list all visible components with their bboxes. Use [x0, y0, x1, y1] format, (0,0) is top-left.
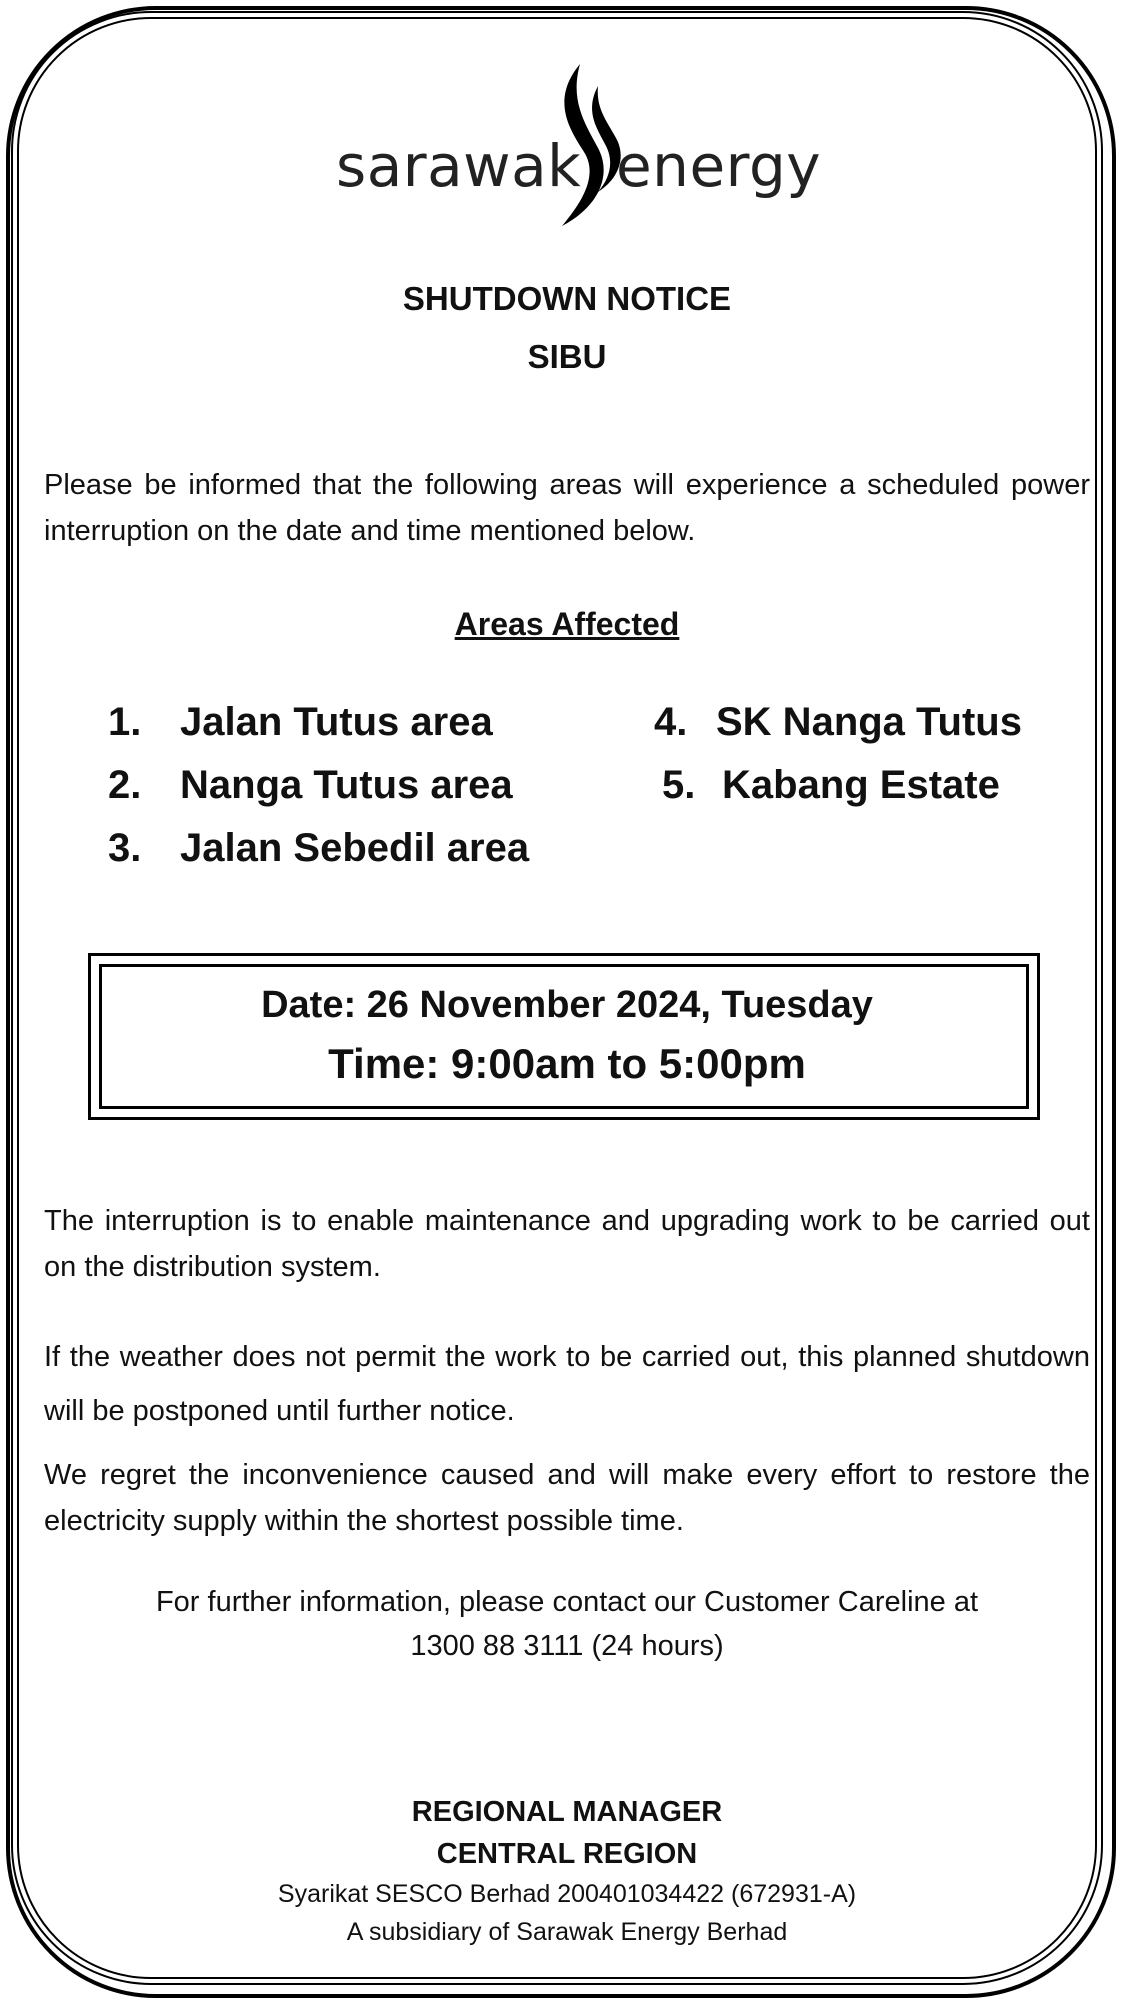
- contact-text: For further information, please contact our Customer Careline at: [155, 1586, 979, 1618]
- area-name: Jalan Tutus area: [180, 700, 493, 744]
- reason-paragraph: The interruption is to enable maintenance and upgrading work to be carried out on the distribution system.: [44, 1205, 1090, 1283]
- area-number: 4.: [654, 700, 688, 744]
- company-registration: Syarikat SESCO Berhad 200401034422 (672931-A): [277, 1880, 857, 1908]
- schedule-time: Time: 9:00am to 5:00pm: [328, 1040, 806, 1087]
- area-number: 1.: [108, 700, 142, 744]
- area-item: [108, 826, 529, 871]
- area-item: [662, 763, 1000, 808]
- area-item: [654, 700, 1022, 745]
- schedule-box: [88, 953, 1040, 1120]
- area-name: Kabang Estate: [722, 763, 1000, 807]
- area-item: [108, 763, 513, 808]
- notice-title: SHUTDOWN NOTICE: [402, 280, 732, 317]
- intro-paragraph: Please be informed that the following areas will experience a scheduled power interruption on the date and time mentioned below.: [44, 469, 1090, 547]
- sarawak-energy-logo: [0, 60, 1134, 230]
- logo-word-left: sarawak: [336, 132, 582, 200]
- area-item: [108, 700, 493, 745]
- regret-paragraph: We regret the inconvenience caused and will make every effort to restore the electricity supply within the shortest possible time.: [44, 1459, 1090, 1537]
- weather-paragraph: If the weather does not permit the work to be carried out, this planned shutdown will be postponed until further notice.: [44, 1341, 1090, 1427]
- area-name: Jalan Sebedil area: [180, 826, 530, 870]
- area-number: 5.: [662, 763, 696, 807]
- area-name: SK Nanga Tutus: [716, 700, 1022, 744]
- logo-word-right: energy: [616, 132, 822, 200]
- notice-location: SIBU: [527, 338, 607, 375]
- signature-region: CENTRAL REGION: [436, 1838, 698, 1870]
- areas-heading: Areas Affected: [454, 606, 680, 642]
- area-number: 3.: [108, 826, 142, 870]
- contact-phone: 1300 88 3111 (24 hours): [410, 1630, 724, 1662]
- area-number: 2.: [108, 763, 142, 807]
- schedule-date: Date: 26 November 2024, Tuesday: [261, 984, 873, 1026]
- parent-company: A subsidiary of Sarawak Energy Berhad: [346, 1918, 788, 1946]
- area-name: Nanga Tutus area: [180, 763, 513, 807]
- signature-title: REGIONAL MANAGER: [411, 1796, 723, 1828]
